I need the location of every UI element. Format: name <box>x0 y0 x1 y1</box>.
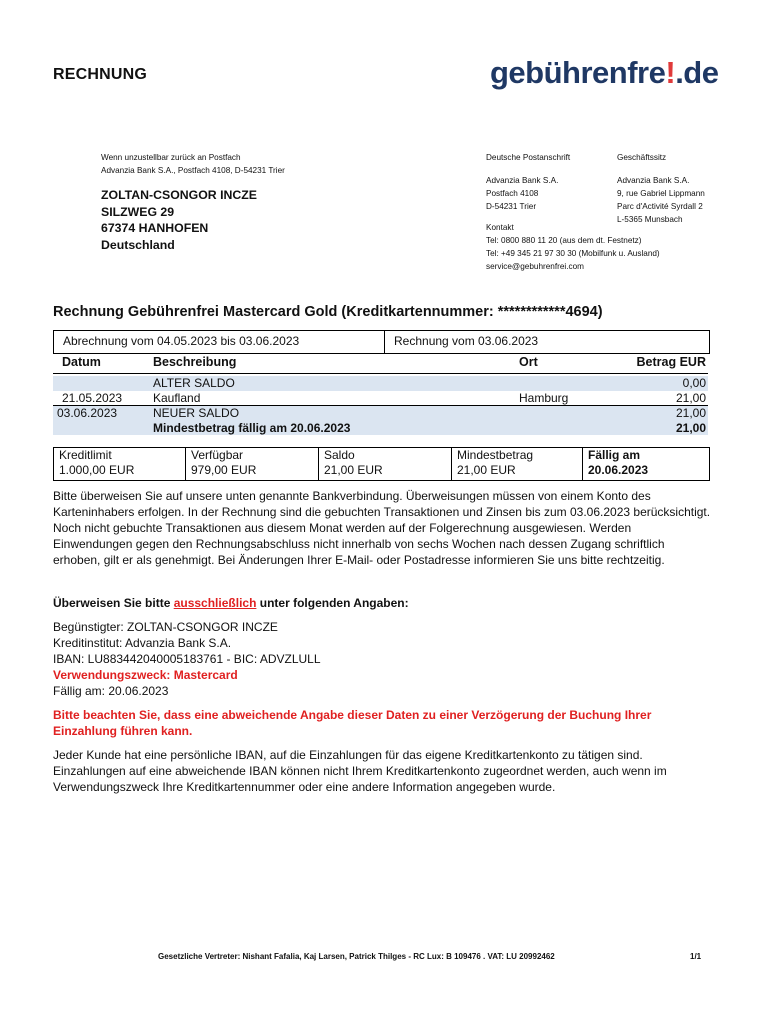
office-line4: L-5365 Munsbach <box>617 215 683 224</box>
row-desc: Kaufland <box>153 390 201 405</box>
row-date: 21.05.2023 <box>62 390 123 405</box>
beneficiary: Begünstigter: ZOLTAN-CSONGOR INCZE <box>53 620 278 634</box>
return-address-line1: Wenn unzustellbar zurück an Postfach <box>101 153 241 162</box>
logo-text-part1: gebührenfre <box>490 55 666 90</box>
payment-purpose: Verwendungszweck: Mastercard <box>53 668 238 682</box>
payment-details <box>53 619 713 699</box>
summary-value: 1.000,00 EUR <box>59 463 135 477</box>
summary-value: 21,00 EUR <box>457 463 516 477</box>
summary-available <box>185 448 315 480</box>
new-balance-block <box>53 405 708 435</box>
contact-tel2: Tel: +49 345 21 97 30 30 (Mobilfunk u. Ausland) <box>486 249 660 258</box>
period-bar <box>53 330 710 354</box>
office-line1: Advanzia Bank S.A. <box>617 176 690 185</box>
iban-notice: Jeder Kunde hat eine persönliche IBAN, auf die Einzahlungen für das eigene Kreditkartenkonto zu tätigen sind. Einzahlungen auf eine abweichende IBAN können nicht Ihrem Kreditkartenkonto zugeordnet werden, auch wenn im Verwendungszweck Ihre Kreditkartennummer oder eine andere Information angegeben wurde. <box>53 748 667 794</box>
summary-balance <box>318 448 448 480</box>
minimum-label: Mindestbetrag fällig am 20.06.2023 <box>153 420 351 435</box>
minimum-amount: 21,00 <box>675 420 706 435</box>
summary-label: Saldo <box>324 448 355 462</box>
col-amount-header: Betrag EUR <box>636 355 706 369</box>
transfer-instruction <box>53 595 713 611</box>
col-place-header: Ort <box>519 355 538 369</box>
bank-name: Kreditinstitut: Advanzia Bank S.A. <box>53 636 232 650</box>
recipient-country: Deutschland <box>101 237 175 252</box>
instruction-emphasis: ausschließlich <box>173 596 257 610</box>
row-amount: 21,00 <box>675 390 706 405</box>
col-date-header: Datum <box>62 355 101 369</box>
summary-label: Fällig am <box>588 448 641 462</box>
invoice-date: Rechnung vom 03.06.2023 <box>394 334 539 348</box>
recipient-city: 67374 HANHOFEN <box>101 221 209 235</box>
payment-due: Fällig am: 20.06.2023 <box>53 684 169 698</box>
return-address <box>101 151 285 177</box>
office-line2: 9, rue Gabriel Lippmann <box>617 189 705 198</box>
contact-email[interactable]: service@gebuhrenfrei.com <box>486 262 584 271</box>
postal-line3: D-54231 Trier <box>486 202 537 211</box>
page-number: 1/1 <box>690 952 702 961</box>
summary-value: 21,00 EUR <box>324 463 383 477</box>
row-desc: ALTER SALDO <box>153 376 235 390</box>
postal-address-block <box>486 151 570 213</box>
summary-label: Verfügbar <box>191 448 244 462</box>
logo-text-part2: .de <box>675 55 719 90</box>
row-amount: 0,00 <box>682 376 706 390</box>
postal-line2: Postfach 4108 <box>486 189 539 198</box>
summary-credit-limit <box>54 448 184 480</box>
period-divider <box>384 331 385 353</box>
logo-exclamation: ! <box>665 55 676 90</box>
office-label: Geschäftssitz <box>617 153 667 162</box>
row-date: 03.06.2023 <box>57 406 118 420</box>
instruction-text-end: unter folgenden Angaben: <box>256 596 409 610</box>
recipient-address <box>101 187 257 253</box>
iban-bic: IBAN: LU883442040005183761 - BIC: ADVZLULL <box>53 652 321 666</box>
office-line3: Parc d'Activité Syrdall 2 <box>617 202 703 211</box>
summary-label: Kreditlimit <box>59 448 112 462</box>
transactions-table <box>53 353 708 435</box>
terms-paragraph: Bitte überweisen Sie auf unsere unten genannte Bankverbindung. Überweisungen müssen von einem Konto des Karteninhabers erfolgen. In der Rechnung sind die gebuchten Transaktionen und Zinsen bis zum 03.06.2023 berücksichtigt. Noch nicht gebuchte Transaktionen aus diesem Monat werden auf der Folgerechnung ausgewiesen. Werden Einwendungen gegen den Rechnungsabschluss nicht innerhalb von sechs Wochen nach dessen Zugang schriftlich erhoben, gilt er als genehmigt. Bei Änderungen Ihrer E-Mail- oder Postadresse informieren Sie uns bitte rechtzeitig. <box>53 489 711 567</box>
postal-label: Deutsche Postanschrift <box>486 153 571 162</box>
table-row <box>53 391 708 406</box>
recipient-street: SILZWEG 29 <box>101 204 175 219</box>
postal-line1: Advanzia Bank S.A. <box>486 176 559 185</box>
footer-legal: Gesetzliche Vertreter: Nishant Fafalia, Kaj Larsen, Patrick Thilges - RC Lux: B 109476 . VAT: LU 20992462 <box>158 952 555 961</box>
billing-period: Abrechnung vom 04.05.2023 bis 03.06.2023 <box>63 334 300 348</box>
document-title: RECHNUNG <box>53 66 148 83</box>
office-address-block <box>617 151 705 226</box>
summary-due-date <box>582 448 708 480</box>
summary-value: 979,00 EUR <box>191 463 257 477</box>
account-summary <box>53 447 710 481</box>
warning-notice: Bitte beachten Sie, dass eine abweichende Angabe dieser Daten zu einer Verzögerung der Buchung Ihrer Einzahlung führen kann. <box>53 708 652 738</box>
summary-label: Mindestbetrag <box>457 448 534 462</box>
transactions-header <box>53 353 708 374</box>
table-row <box>53 406 708 421</box>
row-desc: NEUER SALDO <box>153 406 240 420</box>
row-amount: 21,00 <box>675 406 706 420</box>
col-desc-header: Beschreibung <box>153 355 237 369</box>
invoice-headline: Rechnung Gebührenfrei Mastercard Gold (Kreditkartennummer: ************4694) <box>53 304 603 320</box>
summary-value: 20.06.2023 <box>588 463 649 477</box>
brand-logo <box>490 55 718 91</box>
table-row <box>53 376 708 391</box>
recipient-name: ZOLTAN-CSONGOR INCZE <box>101 188 257 202</box>
return-address-line2: Advanzia Bank S.A., Postfach 4108, D-54231 Trier <box>101 166 285 175</box>
contact-label: Kontakt <box>486 223 514 232</box>
instruction-text: Überweisen Sie bitte <box>53 596 174 610</box>
row-place: Hamburg <box>519 390 569 405</box>
minimum-row <box>53 421 708 436</box>
contact-block <box>486 221 660 273</box>
summary-minimum <box>451 448 581 480</box>
contact-tel1: Tel: 0800 880 11 20 (aus dem dt. Festnetz) <box>486 236 642 245</box>
